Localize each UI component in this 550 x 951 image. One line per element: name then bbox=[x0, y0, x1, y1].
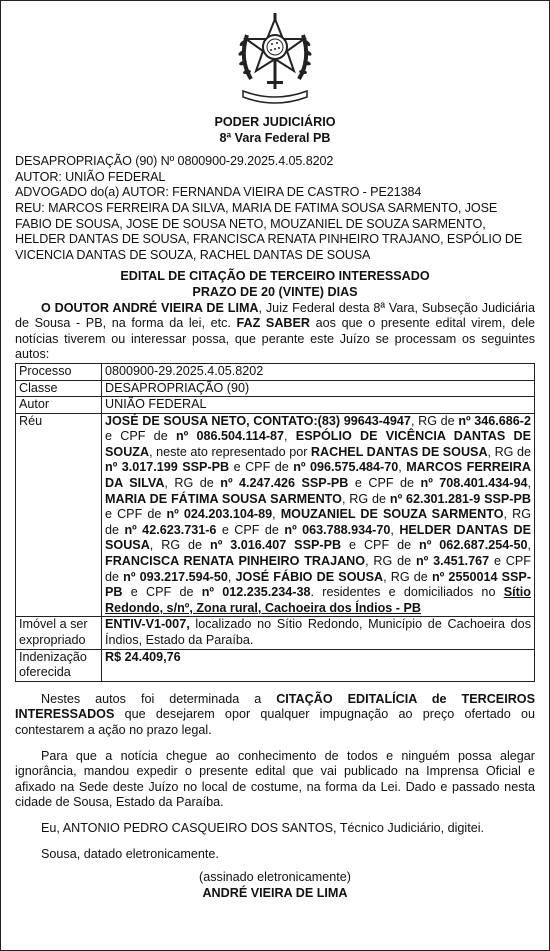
reu-segment: nº 093.217.594-50 bbox=[123, 569, 228, 584]
author-line: AUTOR: UNIÃO FEDERAL bbox=[15, 169, 166, 184]
reu-segment: FRANCISCA RENATA PINHEIRO TRAJANO bbox=[105, 554, 366, 569]
reu-segment: ESPÓLIO DE VICÊNCIA DANTAS DE SOUZA bbox=[105, 429, 532, 459]
reu-segment: , RG de bbox=[341, 491, 390, 506]
reu-segment: e CPF de bbox=[105, 507, 167, 522]
reu-segment: , RG de bbox=[383, 569, 432, 584]
reu-segment: JOSÉ DE SOUSA NETO, CONTATO:(83) 99643-4947 bbox=[105, 413, 411, 428]
processo-label: Processo bbox=[16, 363, 102, 380]
reu-segment: , bbox=[227, 569, 236, 584]
processo-value: 0800900-29.2025.4.05.8202 bbox=[102, 363, 535, 380]
defendants-line: REU: MARCOS FERREIRA DA SILVA, MARIA DE FATIMA SOUSA SARMENTO, JOSE FABIO DE SOUSA, JOSE DE SOUSA NETO, MOUZANIEL DE SOUZA SARMENTO, HELDER DANTAS DE SOUSA, FRANCISCA RENATA PINHEIRO TRAJANO, ESPÓLIO DE VICENCIA DANTAS DE SOUZA, RACHEL DANTAS DE SOUSA bbox=[15, 200, 523, 262]
table-row bbox=[16, 413, 535, 617]
reu-segment: , bbox=[398, 460, 407, 475]
reu-segment: nº 42.623.731-6 bbox=[124, 522, 217, 537]
reu-segment: nº 3.017.199 SSP-PB bbox=[105, 460, 230, 475]
reu-segment: , RG de bbox=[105, 507, 532, 537]
reu-segment: nº 3.451.767 bbox=[415, 554, 490, 569]
table-row bbox=[16, 397, 535, 414]
brazil-coat-of-arms-icon bbox=[233, 9, 317, 105]
reu-label: Réu bbox=[16, 413, 102, 617]
reu-segment: e CPF de bbox=[122, 585, 202, 600]
reu-segment: e CPF de bbox=[216, 522, 285, 537]
reu-segment: , RG de bbox=[149, 538, 210, 553]
table-row bbox=[16, 649, 535, 681]
reu-segment: nº 62.301.281-9 SSP-PB bbox=[389, 491, 531, 506]
edital-title-block bbox=[15, 269, 535, 300]
reu-segment: JOSÉ FÁBIO DE SOUSA bbox=[235, 569, 384, 584]
reu-segment: MARCOS FERREIRA DA SILVA bbox=[105, 460, 531, 491]
table-row bbox=[16, 380, 535, 397]
table-row bbox=[16, 617, 535, 649]
reu-segment: nº 063.788.934-70 bbox=[284, 522, 391, 537]
reu-segment: , RG de bbox=[365, 554, 416, 569]
citation-paragraph bbox=[15, 692, 535, 739]
reu-segment: RACHEL DANTAS DE SOUSA bbox=[310, 444, 488, 459]
court-division: 8ª Vara Federal PB bbox=[219, 130, 331, 145]
reu-segment: nº 086.504.114-87 bbox=[175, 429, 285, 444]
reu-segment: . residentes e domiciliados no bbox=[310, 585, 504, 600]
date-paragraph: Sousa, datado eletronicamente. bbox=[41, 846, 219, 861]
signature-block bbox=[15, 870, 535, 901]
reu-segment: nº 024.203.104-89 bbox=[166, 507, 273, 522]
imovel-code: ENTIV-V1-007, bbox=[105, 617, 190, 632]
reu-segment: e CPF de bbox=[229, 460, 294, 475]
reu-segment: , RG de bbox=[164, 476, 221, 491]
court-header bbox=[15, 115, 535, 146]
reu-segment: , bbox=[527, 476, 532, 491]
autor-value: UNIÃO FEDERAL bbox=[102, 397, 535, 414]
indenizacao-value: R$ 24.409,76 bbox=[102, 649, 535, 681]
reu-segment: e CPF de bbox=[341, 538, 420, 553]
case-line: DESAPROPRIAÇÃO (90) Nº 0800900-29.2025.4.05.8202 bbox=[15, 154, 334, 169]
reu-segment: nº 3.016.407 SSP-PB bbox=[210, 538, 342, 553]
imovel-text: localizado no Sítio Redondo, Município de Cachoeira dos Índios, Estado da Paraíba. bbox=[105, 617, 531, 647]
indenizacao-label: Indenização oferecida bbox=[16, 649, 102, 681]
edital-subtitle: PRAZO DE 20 (VINTE) DIAS bbox=[192, 284, 358, 299]
reu-segment: , bbox=[284, 429, 296, 444]
classe-value: DESAPROPRIAÇÃO (90) bbox=[102, 380, 535, 397]
reu-segment: , RG de bbox=[487, 444, 531, 459]
clerk-paragraph: Eu, ANTONIO PEDRO CASQUEIRO DOS SANTOS, Técnico Judiciário, digitei. bbox=[41, 820, 485, 835]
signature-note: (assinado eletronicamente) bbox=[199, 870, 351, 885]
imovel-value bbox=[102, 617, 535, 649]
table-row bbox=[16, 363, 535, 380]
reu-segment: , bbox=[527, 538, 531, 553]
reu-value bbox=[102, 413, 535, 617]
reu-segment: nº 096.575.484-70 bbox=[293, 460, 399, 475]
p1-b: CITAÇÃO EDITALÍCIA de TERCEIROS INTERESSADOS bbox=[15, 691, 535, 722]
reu-segment: , bbox=[390, 522, 400, 537]
reu-segment: , bbox=[272, 507, 281, 522]
signature-name: ANDRÉ VIEIRA DE LIMA bbox=[202, 885, 348, 900]
reu-segment: HELDER DANTAS DE SOUSA bbox=[105, 522, 532, 553]
case-table bbox=[15, 363, 535, 682]
reu-segment: MOUZANIEL DE SOUZA SARMENTO bbox=[280, 507, 504, 522]
reu-segment: nº 4.247.426 SSP-PB bbox=[220, 476, 349, 491]
reu-segment: , RG de bbox=[410, 413, 459, 428]
autor-label: Autor bbox=[16, 397, 102, 414]
reu-segment: nº 062.687.254-50 bbox=[419, 538, 528, 553]
reu-segment: e CPF de bbox=[105, 554, 531, 584]
lawyer-line: ADVOGADO do(a) AUTOR: FERNANDA VIEIRA DE CASTRO - PE21384 bbox=[15, 185, 422, 200]
faz-saber: FAZ SABER bbox=[236, 316, 311, 331]
intro-paragraph bbox=[15, 301, 535, 363]
reu-segment: nº 708.401.434-94 bbox=[420, 476, 528, 491]
case-info bbox=[15, 154, 535, 263]
court-name: PODER JUDICIÁRIO bbox=[214, 115, 336, 129]
edital-title: EDITAL DE CITAÇÃO DE TERCEIRO INTERESSADO bbox=[120, 269, 430, 284]
p1-a: Nestes autos foi determinada a bbox=[41, 691, 277, 706]
p1-c: que desejarem opor qualquer impugnação ao preço ofertado ou contestarem a ação no prazo legal. bbox=[15, 707, 535, 737]
reu-segment: nº 346.686-2 bbox=[458, 413, 531, 428]
reu-segment: , neste ato representado por bbox=[149, 444, 311, 459]
reu-segment: e CPF de bbox=[348, 476, 421, 491]
reu-segment: Sítio Redondo, s/nº, Zona rural, Cachoeira dos Índios - PB bbox=[105, 585, 531, 615]
judge-name: O DOUTOR ANDRÉ VIEIRA DE LIMA bbox=[41, 300, 259, 315]
reu-segment: nº 012.235.234-38 bbox=[201, 585, 311, 600]
reu-segment: nº 2550014 SSP-PB bbox=[105, 569, 532, 600]
reu-segment: MARIA DE FÁTIMA SOUSA SARMENTO bbox=[105, 491, 342, 506]
intro-text-1: , Juiz Federal desta 8ª Vara, Subseção Judiciária de Sousa - PB, na forma da lei, etc. bbox=[15, 300, 535, 331]
classe-label: Classe bbox=[16, 380, 102, 397]
imovel-label: Imóvel a ser expropriado bbox=[16, 617, 102, 649]
publication-paragraph: Para que a notícia chegue ao conhecimento de todos e ninguém possa alegar ignorância, mandou expedir o presente edital que vai publicado na Imprensa Oficial e afixado na Sede deste Juízo no local de costume, na forma da Lei. Dado e passado nesta cidade de Sousa, Estado da Paraíba. bbox=[15, 748, 535, 810]
intro-text-2: aos que o presente edital virem, dele notícias tiverem ou interessar possa, que perante este Juízo se processam os seguintes autos: bbox=[15, 316, 535, 362]
reu-segment: e CPF de bbox=[105, 429, 176, 444]
